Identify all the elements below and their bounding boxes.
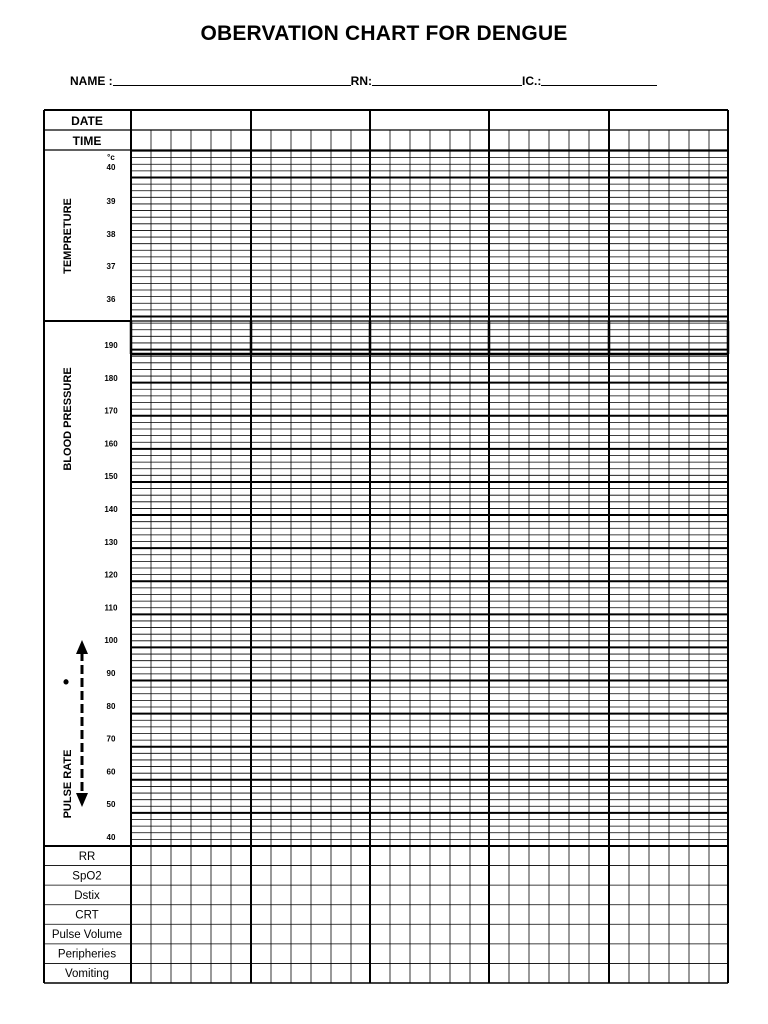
bp-tick: 50: [106, 800, 116, 810]
temperature-tick: 37: [106, 262, 116, 271]
row-label-peripheries: Peripheries: [57, 948, 117, 961]
bp-tick: 180: [104, 373, 118, 383]
temperature-tick: 38: [106, 230, 116, 239]
row-label-vomiting: Vomiting: [64, 968, 110, 981]
temperature-tick: 39: [106, 197, 116, 206]
bp-tick: 150: [104, 472, 118, 482]
grid-labels: [52, 114, 122, 980]
bp-tick: 110: [104, 603, 118, 613]
bp-tick: 40: [106, 833, 116, 842]
grid-lines: [44, 110, 728, 983]
bp-tick: 160: [104, 439, 118, 449]
temperature-tick: 36: [106, 295, 116, 304]
bp-tick: 130: [104, 537, 118, 547]
row-label-pulse-volume: Pulse Volume: [51, 929, 123, 942]
time-header: TIME: [72, 134, 102, 148]
date-header: DATE: [71, 114, 103, 128]
blood-pressure-label: BLOOD PRESSURE: [62, 367, 74, 471]
row-label-spo2: SpO2: [72, 870, 102, 883]
pulse-arrow-icon: [76, 640, 88, 807]
temperature-unit: °c: [107, 153, 115, 162]
pulse-rate-label: PULSE RATE: [62, 749, 74, 819]
bp-tick: 80: [106, 701, 116, 711]
bp-tick: 170: [104, 406, 118, 416]
chart-title: OBERVATION CHART FOR DENGUE: [200, 22, 568, 45]
bp-tick: 120: [104, 570, 118, 580]
name-label: NAME :: [70, 74, 113, 88]
bp-tick: 60: [106, 767, 116, 777]
rn-label: RN:: [350, 74, 372, 88]
bp-tick: 90: [106, 669, 116, 678]
pulse-marker: •: [62, 672, 70, 692]
bp-tick: 190: [104, 341, 118, 350]
ic-label: IC.:: [522, 74, 542, 88]
row-label-rr: RR: [78, 850, 96, 863]
bp-tick: 140: [104, 505, 118, 514]
row-label-crt: CRT: [75, 909, 99, 922]
bp-tick: 100: [104, 636, 118, 646]
temperature-label: TEMPRETURE: [62, 198, 74, 274]
row-label-dstix: Dstix: [74, 889, 100, 902]
temperature-tick: 40: [106, 163, 116, 172]
bp-tick: 70: [106, 734, 116, 744]
